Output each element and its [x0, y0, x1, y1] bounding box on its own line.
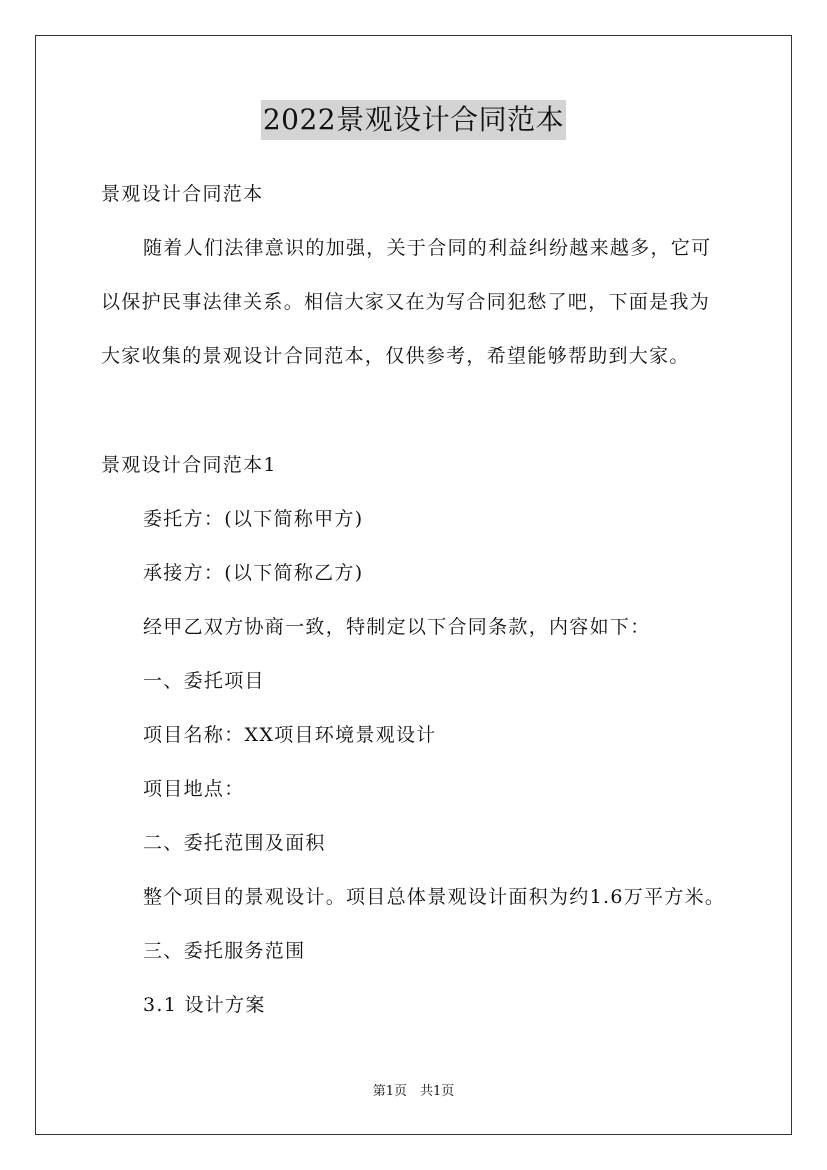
- body-line: 承接方：(以下简称乙方): [143, 562, 364, 584]
- body-line: 项目名称：XX项目环境景观设计: [143, 724, 437, 746]
- body-line: 一、委托项目: [143, 670, 265, 692]
- body-line: 经甲乙双方协商一致，特制定以下合同条款，内容如下：: [143, 616, 651, 638]
- page-footer: 第1页 共1页: [372, 1084, 455, 1099]
- intro-line: 大家收集的景观设计合同范本，仅供参考，希望能够帮助到大家。: [101, 345, 690, 367]
- body-line: 3.1 设计方案: [143, 994, 266, 1016]
- body-line: 项目地点：: [143, 778, 245, 800]
- subtitle: 景观设计合同范本: [101, 183, 264, 205]
- body-line: 三、委托服务范围: [143, 940, 306, 962]
- body-line: 整个项目的景观设计。项目总体景观设计面积为约1.6万平方米。: [143, 886, 726, 908]
- intro-line: 随着人们法律意识的加强，关于合同的利益纠纷越来越多，它可: [143, 237, 712, 259]
- intro-line: 以保护民事法律关系。相信大家又在为写合同犯愁了吧，下面是我为: [101, 291, 711, 313]
- body-line: 委托方：(以下简称甲方): [143, 508, 364, 530]
- document-title: 2022景观设计合同范本: [261, 100, 566, 140]
- section-title: 景观设计合同范本1: [101, 454, 277, 476]
- body-line: 二、委托范围及面积: [143, 832, 326, 854]
